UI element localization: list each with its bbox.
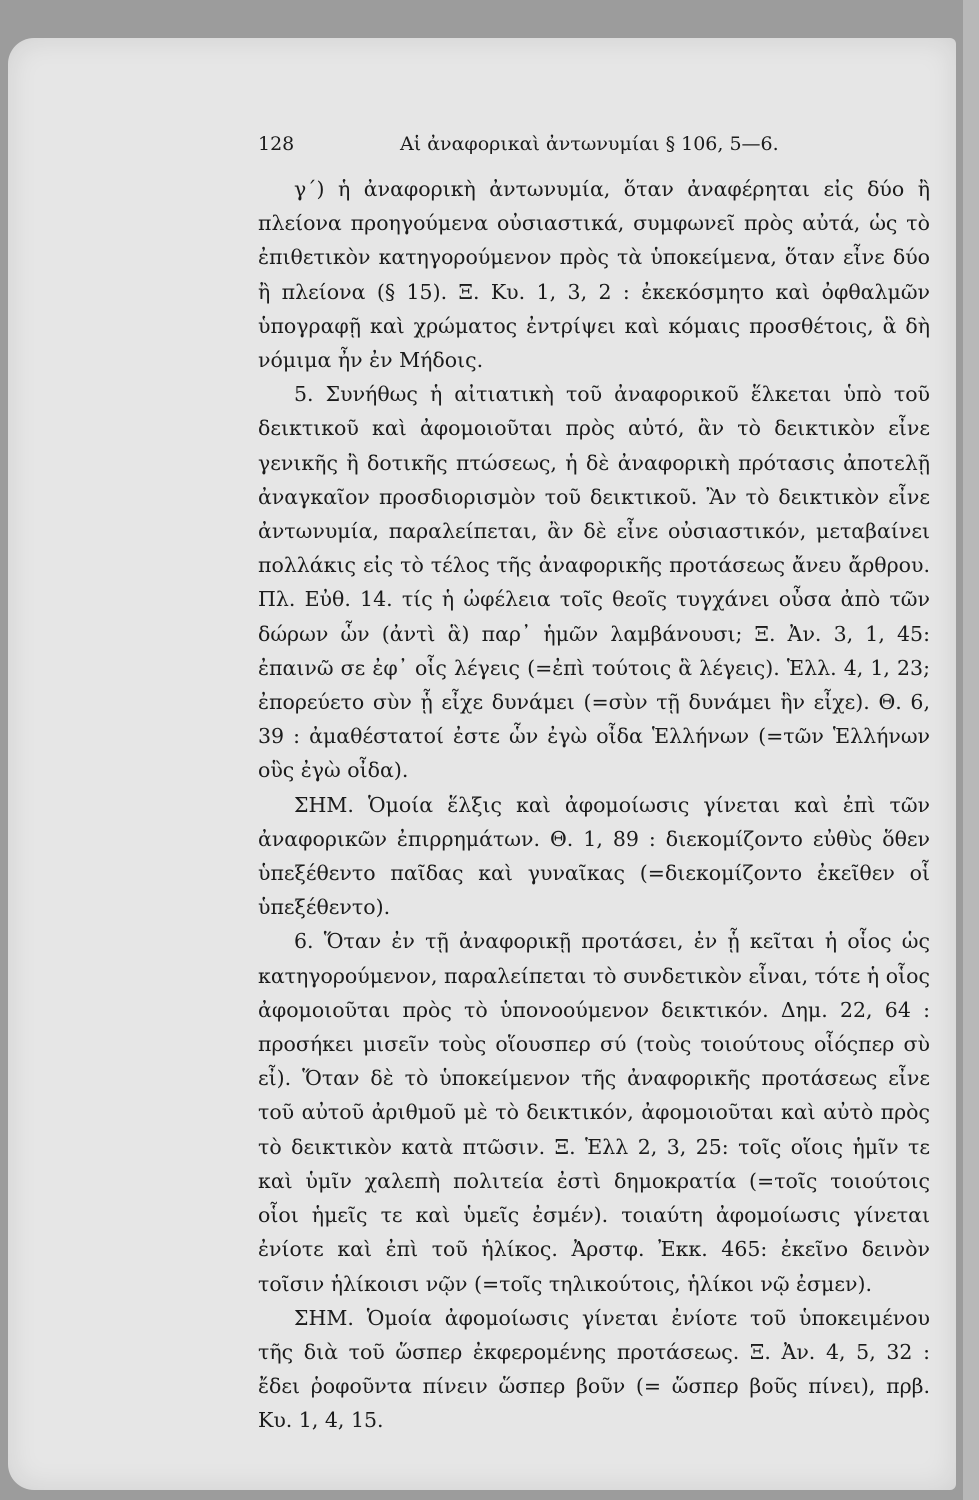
- note-2: ΣΗΜ. Ὁμοία ἀφομοίωσις γίνεται ἐνίοτε τοῦ ὑποκειμένου τῆς διὰ τοῦ ὥσπερ ἐκφερομένης προτάσεως. Ξ. Ἀν. 4, 5, 32 : ἔδει ῥοφοῦντα πίνειν ὥσπερ βοῦν (= ὥσπερ βοῦς πίνει), πρβ. Κυ. 1, 4, 15.: [258, 1305, 930, 1433]
- paragraph-5: 5. Συνήθως ἡ αἰτιατικὴ τοῦ ἀναφορικοῦ ἕλκεται ὑπὸ τοῦ δεικτικοῦ καὶ ἀφομοιοῦται πρὸς αὐτό, ἂν τὸ δεικτικὸν εἶνε γενικῆς ἢ δοτικῆς πτώσεως, ἡ δὲ ἀναφορικὴ πρότασις ἀποτελῇ ἀναγκαῖον προσδιορισμὸν τοῦ δεικτικοῦ. Ἂν τὸ δεικτικὸν εἶνε ἀντωνυμία, παραλείπεται, ἂν δὲ εἶνε οὐσιαστικόν, μεταβαίνει πολλάκις εἰς τὸ τέλος τῆς ἀναφορικῆς προτάσεως ἄνευ ἄρθρου. Πλ. Εὐθ. 14. τίς ἡ ὠφέλεια τοῖς θεοῖς τυγχάνει οὖσα ἀπὸ τῶν δώρων ὧν (ἀντὶ ἃ) παρ᾽ ἡμῶν λαμβάνουσι; Ξ. Ἀν. 3, 1, 45: ἐπαινῶ σε ἐφ᾽ οἷς λέγεις (=ἐπὶ τούτοις ἃ λέγεις). Ἑλλ. 4, 1, 23; ἐπορεύετο σὺν ᾗ εἶχε δυνάμει (=σὺν τῇ δυνάμει ἣν εἶχε). Θ. 6, 39 : ἀμαθέστατοί ἐστε ὧν ἐγὼ οἶδα Ἑλλήνων (=τῶν Ἑλλήνων οὓς ἐγὼ οἶδα).: [258, 382, 930, 783]
- note-1: ΣΗΜ. Ὁμοία ἕλξις καὶ ἀφομοίωσις γίνεται καὶ ἐπὶ τῶν ἀναφορικῶν ἐπιρρημάτων. Θ. 1, 89 : διεκομίζοντο εὐθὺς ὅθεν ὑπεξέθεντο παῖδας καὶ γυναῖκας (=διεκομίζοντο ἐκεῖθεν οἷ ὑπεξέθεντο).: [258, 792, 930, 920]
- body-text: [258, 172, 930, 1438]
- next-page-edge: [963, 0, 979, 1500]
- page-number: 128: [258, 133, 295, 155]
- paragraph-gamma: γ΄) ἡ ἀναφορικὴ ἀντωνυμία, ὅταν ἀναφέρηται εἰς δύο ἢ πλείονα προηγούμενα οὐσιαστικά, συμφωνεῖ πρὸς αὐτά, ὡς τὸ ἐπιθετικὸν κατηγορούμενον πρὸς τὰ ὑποκείμενα, ὅταν εἶνε δύο ἢ πλείονα (§ 15). Ξ. Κυ. 1, 3, 2 : ἐκεκόσμητο καὶ ὀφθαλμῶν ὑπογραφῇ καὶ χρώματος ἐντρίψει καὶ κόμαις προσθέτοις, ἃ δὴ νόμιμα ἦν ἐν Μήδοις.: [258, 177, 930, 373]
- paragraph-6: 6. Ὅταν ἐν τῇ ἀναφορικῇ προτάσει, ἐν ᾗ κεῖται ἡ οἷος ὡς κατηγορούμενον, παραλείπεται τὸ συνδετικὸν εἶναι, τότε ἡ οἷος ἀφομοιοῦται πρὸς τὸ ὑπονοούμενον δεικτικόν. Δημ. 22, 64 : προσήκει μισεῖν τοὺς οἵουσπερ σύ (τοὺς τοιούτους οἷόςπερ σὺ εἶ). Ὅταν δὲ τὸ ὑποκείμενον τῆς ἀναφορικῆς προτάσεως εἶνε τοῦ αὐτοῦ ἀριθμοῦ μὲ τὸ δεικτικόν, ἀφομοιοῦται καὶ αὐτὸ πρὸς τὸ δεικτικὸν κατὰ πτῶσιν. Ξ. Ἑλλ 2, 3, 25: τοῖς οἵοις ἡμῖν τε καὶ ὑμῖν χαλεπὴ πολιτεία ἐστὶ δημοκρατία (=τοῖς τοιούτοις οἷοι ἡμεῖς τε καὶ ὑμεῖς ἐσμέν). τοιαύτη ἀφομοίωσις γίνεται ἐνίοτε καὶ ἐπὶ τοῦ ἡλίκος. Ἀρστφ. Ἐκκ. 465: ἐκεῖνο δεινὸν τοῖσιν ἡλίκοισι νῷν (=τοῖς τηλικούτοις, ἡλίκοι νῷ ἐσμεν).: [258, 929, 930, 1296]
- running-title: Αἱ ἀναφορικαὶ ἀντωνυμίαι § 106, 5—6.: [400, 133, 779, 155]
- running-head: [258, 133, 930, 159]
